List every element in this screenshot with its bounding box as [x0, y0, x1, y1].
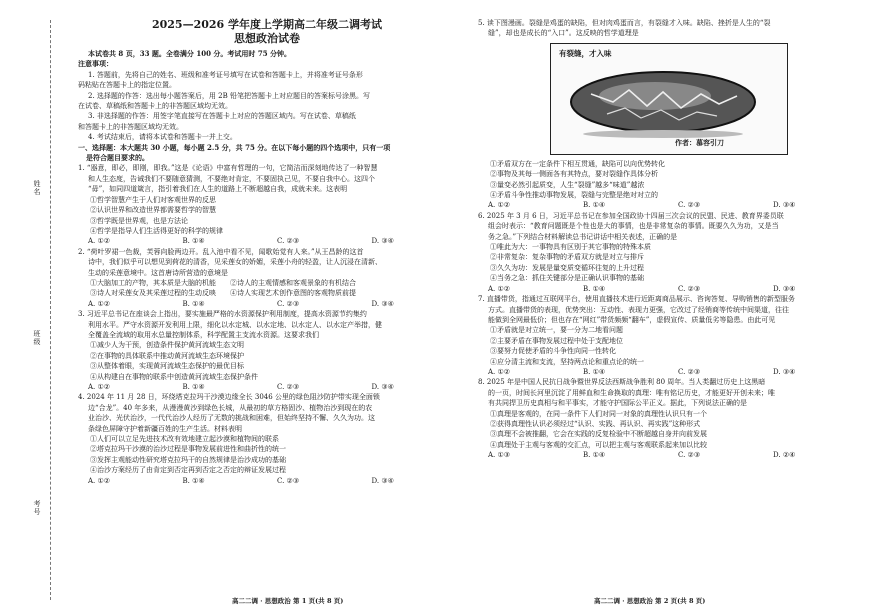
answer-option: D. ③④ — [773, 201, 796, 210]
notice-line: 1. 答题前，先将自己的姓名、班级和准考证号填写在试卷和答题卡上，并将准考证号条形 — [88, 70, 363, 79]
notice-line: 码粘贴在答题卡上的指定位置。 — [78, 81, 176, 90]
question-statement: ③诗人对采莲女及其采莲过程的生动反映 ④诗人实现艺术创作意图的客观物质前提 — [90, 289, 356, 298]
binding-line — [50, 20, 51, 600]
answer-option: C. ②③ — [678, 201, 701, 210]
question-statement: ②获得真理性认识必须经过“认识、实践、再认识、再实践”这种形式 — [490, 419, 701, 428]
answer-options — [478, 450, 858, 460]
question-statement: ②事物及其每一侧面各有其特点，要对裂缝作具体分析 — [490, 170, 658, 179]
answer-option: B. ①④ — [583, 367, 606, 376]
answer-option: A. ①③ — [488, 451, 511, 460]
footer-page-1: 高二二调 · 思想政治 第 1 页(共 8 页) — [232, 597, 344, 605]
question-stem-line: 的一页，时间长河里沉淀了用鲜血和生命换取的真理：唯有铭记历史，才能更好开创未来；唯 — [488, 388, 775, 397]
question-stem-line: 7. 直播带货，指通过互联网平台，使用直播技术进行近距离商品展示、咨询答复、导购销售的新型服务 — [478, 295, 795, 304]
answer-option: B. ①④ — [182, 383, 205, 391]
question-statement: ③发挥主观能动性研究塔克拉玛干的自然规律是治沙成功的基础 — [90, 455, 286, 464]
cartoon-caption: 有裂缝，才入味 — [559, 48, 612, 58]
notice-line: 3. 非选择题的作答：用签字笔直接写在答题卡上对应的答题区域内。写在试卷、草稿纸 — [88, 112, 356, 121]
answer-option: C. ②③ — [277, 299, 300, 308]
answer-option: B. ①④ — [182, 237, 205, 246]
question-stem-line: 5. 读下图漫画。裂缝是鸡蛋的缺陷，但对肉鸡蛋而言，有裂缝才入味。缺陷、挫折是人生的“裂 — [478, 19, 771, 27]
question-statement: ③从整体着眼，实现黄河流域生态保护的最优目标 — [90, 362, 244, 371]
answer-option: C. ②③ — [678, 367, 701, 376]
answer-option: A. ①② — [88, 476, 111, 485]
answer-options — [478, 367, 858, 377]
question-stem-line: 条绿色屏障守护着新疆百姓的生产生活。材料表明 — [88, 424, 242, 433]
class-label: 班级 — [33, 330, 41, 346]
answer-options — [478, 284, 858, 294]
answer-option: C. ②③ — [277, 476, 300, 485]
question-block — [478, 377, 858, 460]
answer-option: D. ②④ — [773, 451, 796, 460]
answer-option: A. ①② — [88, 299, 111, 308]
answer-option: B. ①④ — [583, 284, 606, 293]
right-questions — [478, 211, 858, 461]
question-statement: ①减少人为干预，创造条件保护黄河流域生态文明 — [90, 341, 244, 350]
answer-option: B. ①④ — [182, 299, 205, 308]
cartoon-author: 作者：慕容引刀 — [675, 137, 724, 147]
question-statement: ①人们可以立足先进技术改有效地建立起沙漠和植物间的联系 — [90, 435, 279, 444]
answer-option: C. ②③ — [678, 451, 701, 460]
section-heading: 一、选择题：本大题共 30 小题，每小题 2.5 分，共 75 分。在以下每小题的四个选项中，只有一项 — [78, 142, 391, 152]
answer-option: D. ③④ — [371, 476, 394, 485]
answer-option: C. ②③ — [277, 237, 300, 246]
question-stem-line: 能做到全网最低价；但也存在“网红”带货频频“翻车”，虚假宣传、质量低劣等隐患。由此可见 — [488, 315, 776, 324]
question-stem-line: 利用水平。严守水资源开发利用上限，细化以水定城、以水定地、以水定人、以水定产举措，健 — [88, 320, 382, 329]
notice-line: 2. 选择题的作答：选出每小题答案后，用 2B 铅笔把答题卡上对应题目的答案标号涂黑。写 — [88, 91, 370, 100]
answer-option: C. ②③ — [277, 383, 300, 391]
question-stem-line: 组会时表示：“教育问题既是个性也是大的事情，也是非常复杂的事情。既要久久为功，又是当 — [488, 222, 779, 231]
question-statement: ①哲学智慧产生于人们对客观世界的反思 — [90, 195, 216, 204]
question-stem-line: 和人生态度，告诫我们不要随意猜测，不要绝对肯定，不要固执己见，不要自我中心。这四个 — [88, 174, 375, 183]
question-statement: ④应分清主流和支流，坚持两点论和重点论的统一 — [490, 357, 644, 366]
question-statement: ①唯此为大：一事物具有区别于其它事物的特殊本质 — [490, 243, 651, 252]
question-block — [78, 392, 456, 486]
question-stem-line: “毋”，如同四道箴言，指引着我们在人生的道路上不断超越自我，成就未来。这表明 — [88, 185, 348, 194]
question-stem-line: 8. 2025 年是中国人民抗日战争暨世界反法西斯战争胜利 80 周年。当人类翻过历史上这黑暗 — [478, 378, 766, 387]
notice-title: 注意事项： — [78, 59, 113, 69]
right-column — [478, 18, 858, 461]
answer-option: D. ③④ — [371, 299, 394, 308]
binding-margin — [0, 0, 62, 614]
question-stem-line: 生动的采莲意境中。这首唐诗所营造的意境是 — [88, 268, 228, 277]
footer-page-2: 高二二调 · 思想政治 第 2 页(共 8 页) — [594, 597, 706, 605]
answer-option: B. ①④ — [583, 201, 606, 210]
question-statement: ③量变必然引起质变，人生“裂缝”越多“味道”越浓 — [490, 180, 645, 189]
answer-options — [78, 382, 456, 392]
question-stem-line: 方式。直播带货的表现，优势突出：互动性、表现力更强，它改过了经销商等传统中间渠道，往往 — [488, 305, 789, 314]
notice-list — [78, 70, 456, 143]
question-statement: ③真理不会被推翻，它会在实践的反复检验中不断超越自身并向前发展 — [490, 430, 707, 439]
answer-option: A. ①② — [488, 367, 511, 376]
section-heading-cont: 是符合题目要求的。 — [86, 153, 149, 163]
answer-option: D. ③④ — [773, 367, 796, 376]
question-stem-line: 2. “荷叶罗裙一色裁，芙蓉向脸两边开。乱入池中看不见，闻歌始觉有人来。”从王昌龄的这首 — [78, 247, 364, 256]
question-statement: ④治沙方案经历了由肯定到否定再到否定之否定的辩证发展过程 — [90, 466, 286, 475]
question-statement: ②主要矛盾在事物发展过程中处于支配地位 — [490, 336, 623, 345]
question-statement: ①大脑加工的产物，其本质是大脑的机能 ②诗人的主观情感和客观景象的有机结合 — [90, 278, 356, 287]
left-column — [78, 18, 456, 486]
exam-title: 2025—2026 学年度上学期高二年级二调考试 — [151, 18, 383, 31]
question-stem-line: 缝”，却也是成长的“入口”。这反映的哲学道理是 — [488, 29, 639, 38]
notice-line: 在试卷、草稿纸和答题卡上的非答题区域均无效。 — [78, 102, 232, 111]
question-stem-line: 6. 2025 年 3 月 6 日，习近平总书记在参加全国政协十四届三次会议的民盟、民进、教育界委员联 — [478, 211, 784, 220]
notice-line: 4. 考试结束后，请将本试卷和答题卡一并上交。 — [88, 133, 237, 142]
answer-option: D. ③④ — [371, 237, 394, 246]
answer-options — [78, 236, 456, 246]
question-block — [78, 163, 456, 246]
question-stem-line: 业治沙、光伏治沙，一代代治沙人经历了无数的挑战和困难，但始终坚持不懈、久久为功。这 — [88, 414, 375, 423]
name-label: 姓名 — [33, 180, 41, 196]
cracked-egg-illustration — [551, 44, 787, 154]
question-statement: ③久久为功：发展是量变质变循环往复的上升过程 — [490, 263, 644, 272]
cartoon-image — [550, 43, 788, 155]
question-statement: ④矛盾斗争性推动事物发展，裂缝与完整是绝对对立的 — [490, 191, 658, 200]
question-statement: ④真理处于主观与客观的交汇点，可以把主观与客观联系起来加以比较 — [490, 440, 707, 449]
exam-subtitle: 思想政治试卷 — [234, 32, 300, 45]
question-statement: ④当务之急：抓住关键部分是正确认识事物的基础 — [490, 274, 644, 283]
question-stem-line: 有共同捍卫历史真相与和平事实，才能守护国际公平正义。据此，下列说法正确的是 — [488, 399, 747, 408]
left-questions — [78, 163, 456, 486]
question-statement: ②认识世界和改造世界都需要哲学的智慧 — [90, 206, 216, 215]
answer-options — [78, 299, 456, 309]
question-block — [478, 294, 858, 377]
question-statement: ①矛盾就是对立统一，要一分为二地看问题 — [490, 326, 623, 335]
answer-option: A. ①② — [488, 201, 511, 210]
question-statement: ④从构建自在事物的联系中创造黄河流域生态保护条件 — [90, 372, 258, 381]
question-statement: ②在事物的具体联系中推动黄河流域生态环境保护 — [90, 351, 244, 360]
question-stem-line: 3. 习近平总书记在座谈会上指出，要实施最严格的水资源保护利用制度，提高水资源节约集约 — [78, 310, 367, 319]
question-statement: ③要努力促使矛盾的斗争性向同一性转化 — [490, 347, 616, 356]
answer-option: D. ③④ — [773, 284, 796, 293]
answer-option: B. ①④ — [182, 476, 205, 485]
answer-option: D. ③④ — [371, 383, 394, 391]
answer-option: A. ①② — [88, 383, 111, 391]
question-statement: ①真理是客观的，在同一条件下人们对同一对象的真理性认识只有一个 — [490, 409, 707, 418]
exam-info: 本试卷共 8 页，33 题。全卷满分 100 分。考试用时 75 分钟。 — [88, 49, 292, 58]
answer-option: C. ②③ — [678, 284, 701, 293]
answer-option: A. ①② — [88, 237, 111, 246]
question-statement: ④哲学是指导人们生活得更好的科学的规律 — [90, 226, 223, 235]
question-block — [478, 211, 858, 294]
question-block — [78, 309, 456, 392]
question-statement: ②非常复杂：复杂事物的矛盾双方就是对立与排斥 — [490, 253, 644, 262]
notice-line: 和答题卡上的非答题区域均无效。 — [78, 122, 183, 131]
question-5-items — [478, 159, 858, 211]
question-stem-line: 1. “器意，即必，即刚，即我。”这是《论语》中富有哲理的一句，它简洁而深刻地传达了一种智慧 — [78, 164, 378, 173]
question-stem-line: 务之急。”下列结合材料解读总书记讲话中相关表述，正确的是 — [488, 232, 678, 241]
question-stem-line: 全覆盖全流域的取用水总量控制体系，科学配置主支流水资源。这要求我们 — [88, 330, 319, 339]
question-block — [78, 247, 456, 309]
question-5-stem — [478, 18, 858, 39]
question-stem-line: 4. 2024 年 11 月 28 日，环绕塔克拉玛干沙漠边缘全长 3046 公里的绿色阻沙防护带实现全面锁 — [78, 393, 380, 402]
question-statement: ①矛盾双方在一定条件下相互贯通，缺陷可以向优势转化 — [490, 159, 665, 168]
answer-option: B. ①④ — [583, 451, 606, 460]
question-statement: ③哲学既是世界观，也是方法论 — [90, 216, 188, 225]
question-statement: ②塔克拉玛干沙漠的治沙过程是事物发展前进性和曲折性的统一 — [90, 445, 286, 454]
question-stem-line: 边“合龙”。40 年多来，从漫漫黄沙到绿色长城，从最初的草方格固沙、植物治沙到现在的农 — [88, 403, 373, 412]
answer-option: A. ①② — [488, 284, 511, 293]
answer-options — [478, 200, 858, 210]
question-stem-line: 诗中，我们似乎可以想见到荷花的清香，见采莲女的娇媚，采莲小舟的轻盈，让人沉浸在清新、 — [88, 258, 382, 267]
answer-options — [78, 476, 456, 486]
exam-number-label: 考号 — [33, 500, 41, 516]
